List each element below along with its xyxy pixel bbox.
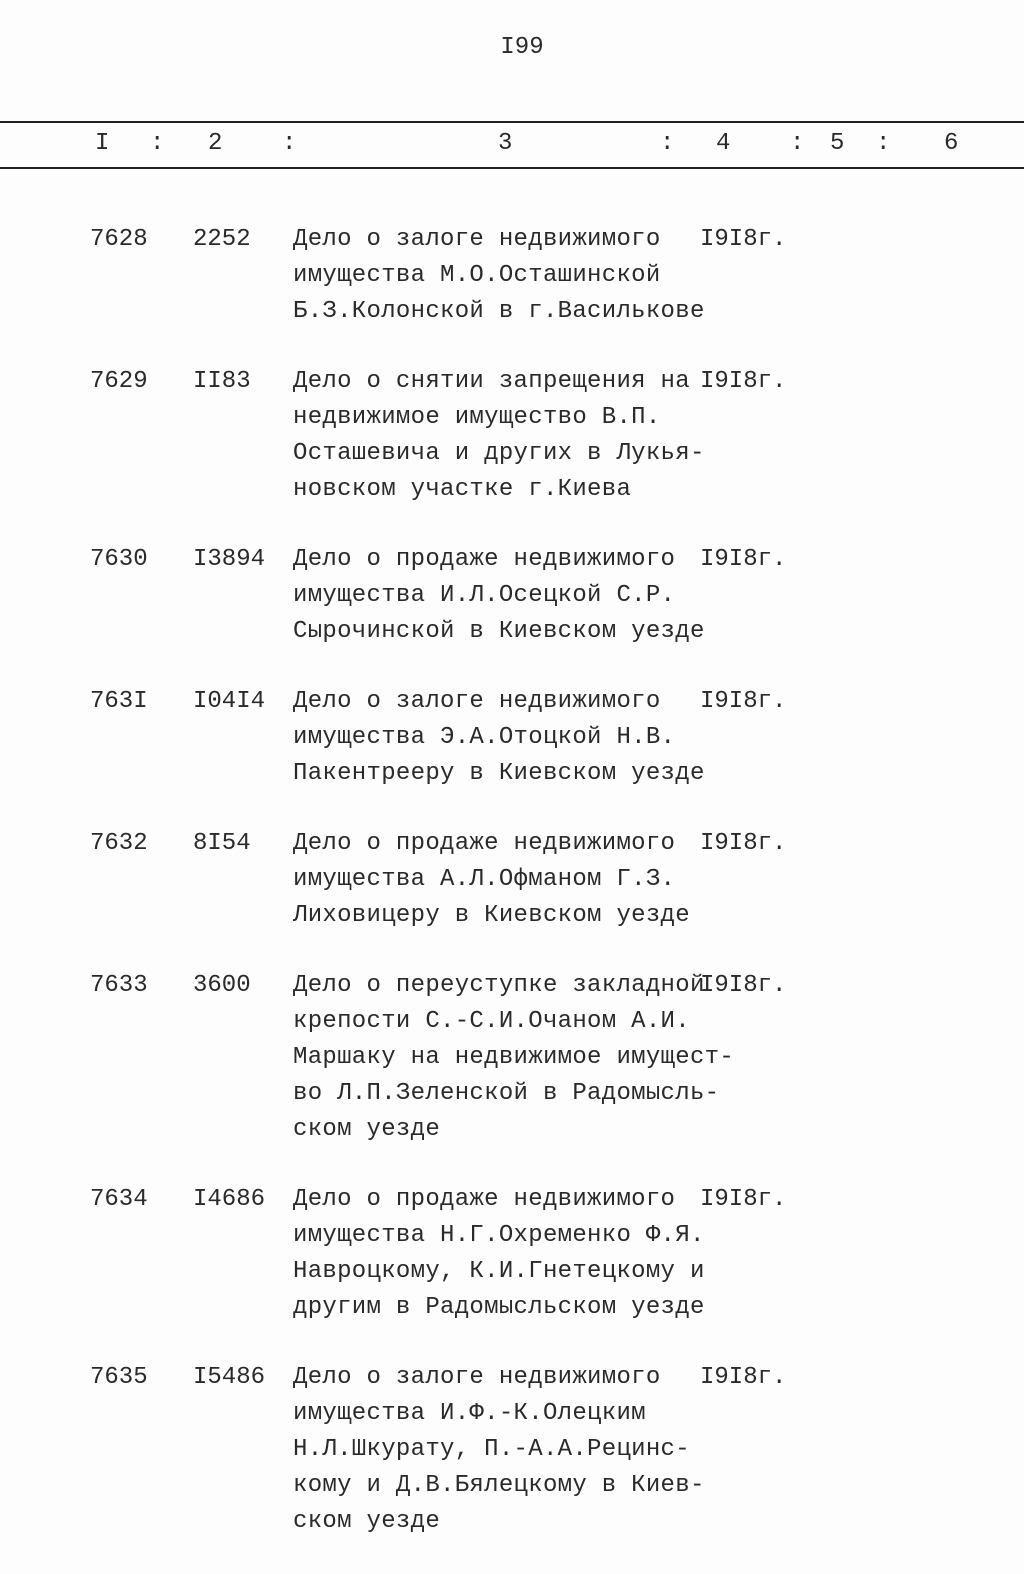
description-line: ском уезде (293, 1116, 441, 1143)
description-line: Дело о продаже недвижимого (293, 830, 676, 857)
description-line: Дело о продаже недвижимого (293, 1186, 676, 1213)
inventory-entries (0, 222, 1024, 1574)
description-line: Лиховицеру в Киевском уезде (293, 902, 690, 929)
file-number: I3894 (193, 546, 266, 573)
page-number: I99 (500, 34, 544, 61)
inventory-entry (0, 1182, 1024, 1326)
description-line: Дело о снятии запрещения на (293, 368, 690, 395)
description-line: Пакентрееру в Киевском уезде (293, 760, 705, 787)
file-number: 2252 (193, 226, 251, 253)
description-line: недвижимое имущество В.П. (293, 404, 661, 431)
column-6-label: 6 (944, 130, 959, 157)
column-separator: : (282, 130, 297, 157)
column-separator: : (660, 130, 675, 157)
column-4-label: 4 (716, 130, 731, 157)
entry-description (293, 968, 735, 1148)
entry-description (293, 826, 713, 934)
entry-number: 7635 (90, 1364, 148, 1391)
entry-description (293, 364, 713, 508)
header-top-rule (0, 121, 1024, 123)
description-line: Дело о залоге недвижимого (293, 688, 661, 715)
description-line: Дело о залоге недвижимого (293, 226, 661, 253)
file-number: I04I4 (193, 688, 266, 715)
description-line: имущества И.Ф.-К.Олецким (293, 1400, 646, 1427)
entry-number: 7630 (90, 546, 148, 573)
entry-year: I9I8г. (700, 830, 787, 857)
entry-year: I9I8г. (700, 546, 787, 573)
entry-number: 7633 (90, 972, 148, 999)
column-1-label: I (95, 130, 110, 157)
file-number: I5486 (193, 1364, 266, 1391)
inventory-entry (0, 542, 1024, 650)
column-5-label: 5 (830, 130, 845, 157)
entry-year: I9I8г. (700, 972, 787, 999)
entry-description (293, 1360, 713, 1540)
description-line: Навроцкому, К.И.Гнетецкому и (293, 1258, 705, 1285)
entry-description (293, 542, 713, 650)
entry-number: 7632 (90, 830, 148, 857)
description-line: другим в Радомысльском уезде (293, 1294, 705, 1321)
entry-year: I9I8г. (700, 368, 787, 395)
file-number: II83 (193, 368, 251, 395)
description-line: ском уезде (293, 1508, 441, 1535)
description-line: новском участке г.Киева (293, 476, 632, 503)
description-line: Б.З.Колонской в г.Василькове (293, 298, 705, 325)
description-line: Дело о переуступке закладной (293, 972, 705, 999)
file-number: 8I54 (193, 830, 251, 857)
entry-year: I9I8г. (700, 1186, 787, 1213)
description-line: имущества Н.Г.Охременко Ф.Я. (293, 1222, 705, 1249)
description-line: Осташевича и других в Лукья- (293, 440, 705, 467)
inventory-entry (0, 1360, 1024, 1540)
column-separator: : (150, 130, 165, 157)
description-line: имущества М.О.Осташинской (293, 262, 661, 289)
file-number: 3600 (193, 972, 251, 999)
entry-description (293, 222, 713, 330)
entry-number: 7629 (90, 368, 148, 395)
inventory-entry (0, 826, 1024, 934)
inventory-entry (0, 222, 1024, 330)
description-line: имущества Э.А.Отоцкой Н.В. (293, 724, 676, 751)
description-line: во Л.П.Зеленской в Радомысль- (293, 1080, 720, 1107)
column-separator: : (790, 130, 805, 157)
inventory-entry (0, 968, 1024, 1148)
inventory-entry (0, 684, 1024, 792)
column-separator: : (876, 130, 891, 157)
entry-year: I9I8г. (700, 688, 787, 715)
description-line: Дело о продаже недвижимого (293, 546, 676, 573)
column-2-label: 2 (208, 130, 223, 157)
description-line: кому и Д.В.Бялецкому в Киев- (293, 1472, 705, 1499)
entry-number: 7634 (90, 1186, 148, 1213)
inventory-entry (0, 364, 1024, 508)
description-line: крепости С.-С.И.Очаном А.И. (293, 1008, 690, 1035)
description-line: имущества А.Л.Офманом Г.З. (293, 866, 676, 893)
entry-description (293, 684, 713, 792)
entry-number: 763I (90, 688, 148, 715)
description-line: имущества И.Л.Осецкой С.Р. (293, 582, 676, 609)
entry-year: I9I8г. (700, 1364, 787, 1391)
description-line: Дело о залоге недвижимого (293, 1364, 661, 1391)
entry-description (293, 1182, 713, 1326)
description-line: Сырочинской в Киевском уезде (293, 618, 705, 645)
description-line: Маршаку на недвижимое имущест- (293, 1044, 735, 1071)
description-line: Н.Л.Шкурату, П.-А.А.Рецинс- (293, 1436, 690, 1463)
column-3-label: 3 (498, 130, 513, 157)
file-number: I4686 (193, 1186, 266, 1213)
entry-number: 7628 (90, 226, 148, 253)
header-bottom-rule (0, 167, 1024, 169)
entry-year: I9I8г. (700, 226, 787, 253)
